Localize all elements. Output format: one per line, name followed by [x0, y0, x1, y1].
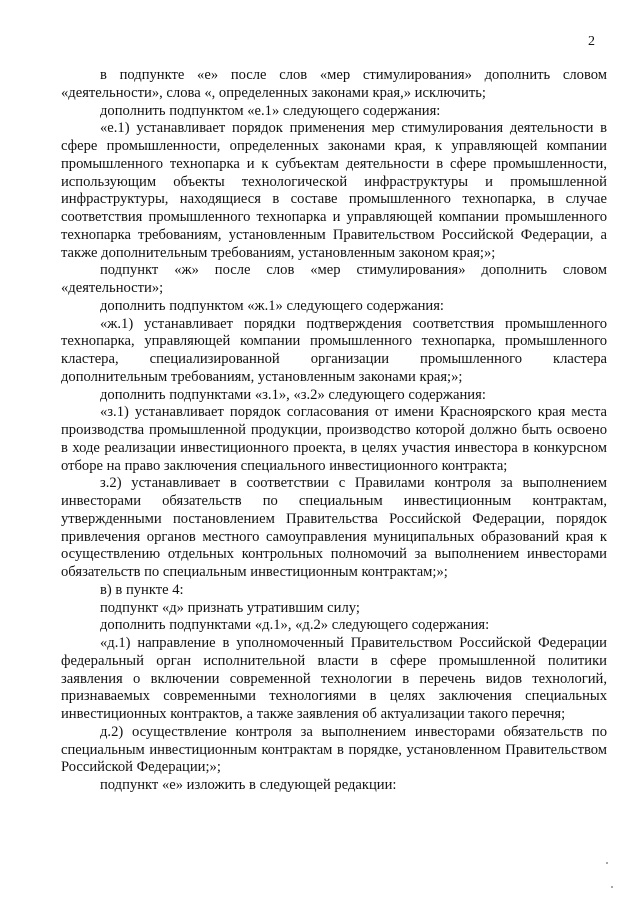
paragraph-subitem-e-amendment: в подпункте «е» после слов «мер стимулирования» дополнить словом «деятельности», слова «, определенных законами края,» исключить;	[61, 67, 607, 101]
paragraph-add-zh1-intro: дополнить подпунктом «ж.1» следующего содержания:	[100, 297, 444, 314]
paragraph-d2-text: д.2) осуществление контроля за выполнением инвесторами обязательств по специальным инвестиционным контрактам в порядке, установленном Правительством Российской Федерации;»;	[61, 723, 607, 776]
paragraph-e1-text: «е.1) устанавливает порядок применения мер стимулирования деятельности в сфере промышленности, определенных законами края, к управляющей компании промышленного технопарка и к субъектам деятельности в сфере промышленности, использующим объекты технологической инфраструктуры и промышленной инфраструктуры, находящиеся в составе промышленного технопарка, в случае соответствия промышленного технопарка и управляющей компании промышленного технопарка требованиям, установленным Правительством Российской Федерации, а также дополнительным требованиям, установленным законом края;»;	[61, 120, 607, 261]
paragraph-d1-text: «д.1) направление в уполномоченный Правительством Российской Федерации федеральный орган исполнительной власти в сфере промышленной политики заявления о включении современной технологии в перечень видов технологий, признаваемых современными технологиями в целях заключения специальных инвестиционных контрактов, а также заявления об актуализации такого перечня;	[61, 635, 607, 722]
scan-speck	[611, 886, 613, 888]
paragraph-subitem-e-new-wording: подпункт «е» изложить в следующей редакции:	[100, 777, 397, 793]
paragraph-z1-text: «з.1) устанавливает порядок согласования от имени Красноярского края места производства промышленной продукции, производство которой должно быть освоено в ходе реализации инвестиционного проекта, в целях участия инвестора в конкурсном отборе на право заключения специального инвестиционного контракта;	[61, 404, 607, 474]
paragraph-zh1-text: «ж.1) устанавливает порядки подтверждения соответствия промышленного технопарка, управляющей компании промышленного технопарка, промышленного кластера, специализированной организации промышленного кластера дополнительным требованиям, установленным законами края;»;	[61, 315, 607, 385]
paragraph-add-z1-z2-intro: дополнить подпунктами «з.1», «з.2» следующего содержания:	[100, 386, 486, 403]
scan-speck	[606, 862, 608, 864]
paragraph-subitem-d-repeal: подпункт «д» признать утратившим силу;	[100, 599, 360, 616]
paragraph-item-v-point-4: в) в пункте 4:	[100, 581, 184, 598]
paragraph-subitem-zh-amendment: подпункт «ж» после слов «мер стимулирования» дополнить словом «деятельности»;	[61, 262, 607, 296]
document-body	[61, 67, 607, 795]
paragraph-add-e1-intro: дополнить подпунктом «е.1» следующего содержания:	[100, 102, 441, 119]
page-number: 2	[588, 34, 595, 49]
paragraph-z2-text: з.2) устанавливает в соответствии с Правилами контроля за выполнением инвесторами обязательств по специальным инвестиционным контрактам, утвержденными постановлением Правительства Российской Федерации, порядок привлечения органов местного самоуправления муниципальных образований края к осуществлению отдельных контрольных полномочий за выполнением инвесторами обязательств по специальным инвестиционным контрактам;»;	[61, 475, 607, 580]
paragraph-add-d1-d2-intro: дополнить подпунктами «д.1», «д.2» следующего содержания:	[100, 617, 490, 634]
